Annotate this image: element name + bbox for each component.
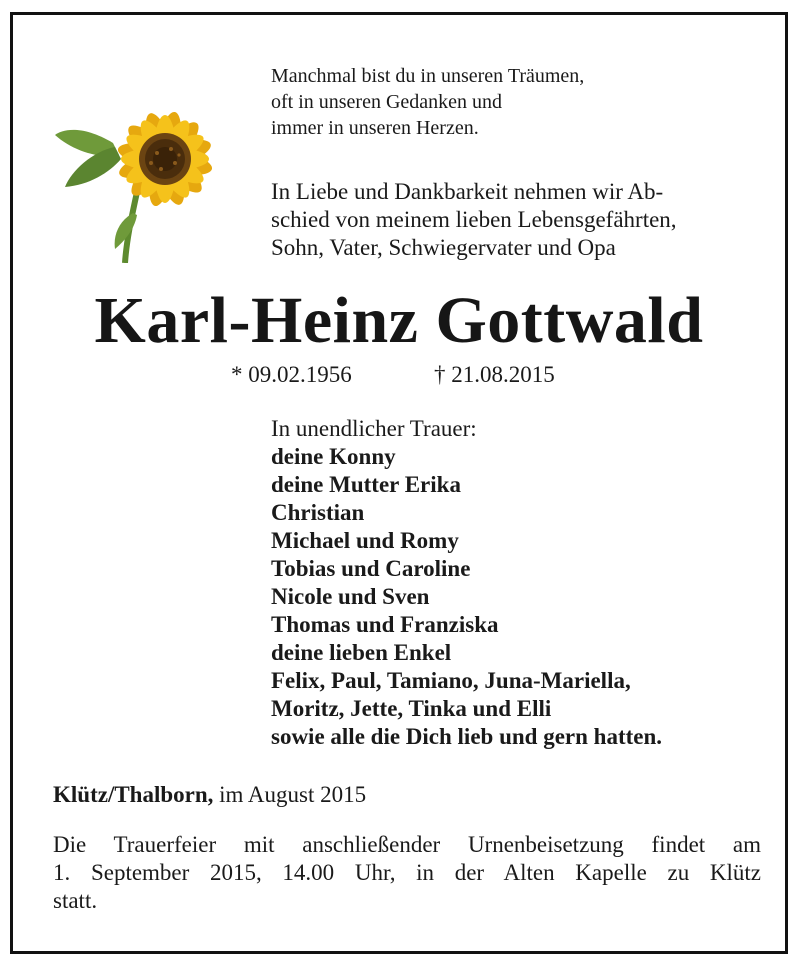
mourner-line: deine lieben Enkel bbox=[271, 640, 452, 665]
quote-line: immer in unseren Herzen. bbox=[271, 117, 479, 139]
notice-date: im August 2015 bbox=[219, 782, 367, 807]
birth-date: * 09.02.1956 bbox=[231, 362, 352, 387]
mourner-line: deine Mutter Erika bbox=[271, 472, 461, 497]
place-and-date bbox=[53, 780, 366, 810]
place-location: Klütz/Thalborn, bbox=[53, 782, 214, 807]
death-date: † 21.08.2015 bbox=[434, 362, 555, 387]
quote-line: Manchmal bist du in unseren Träumen, bbox=[271, 65, 585, 87]
mourner-line: Christian bbox=[271, 500, 365, 525]
ceremony-line: 1. September 2015, 14.00 Uhr, in der Alten Kapelle zu Klütz bbox=[53, 860, 761, 885]
intro-line: In Liebe und Dankbarkeit nehmen wir Ab- bbox=[271, 179, 664, 204]
mourner-line: sowie alle die Dich lieb und gern hatten. bbox=[271, 724, 663, 749]
mourner-line: Nicole und Sven bbox=[271, 584, 430, 609]
life-dates bbox=[231, 360, 555, 390]
memorial-quote bbox=[271, 63, 584, 141]
mourners-section bbox=[271, 415, 662, 751]
mourning-heading: In unendlicher Trauer: bbox=[271, 416, 477, 441]
funeral-ceremony-info bbox=[53, 831, 761, 915]
sunflower-image bbox=[53, 63, 233, 263]
ceremony-line: statt. bbox=[53, 888, 98, 913]
mourner-line: deine Konny bbox=[271, 444, 396, 469]
intro-line: Sohn, Vater, Schwiegervater und Opa bbox=[271, 235, 616, 260]
mourner-line: Tobias und Caroline bbox=[271, 556, 471, 581]
ceremony-line: Die Trauerfeier mit anschließender Urnenbeisetzung findet am bbox=[53, 832, 761, 857]
mourner-line: Michael und Romy bbox=[271, 528, 459, 553]
quote-line: oft in unseren Gedanken und bbox=[271, 91, 503, 113]
mourner-line: Moritz, Jette, Tinka und Elli bbox=[271, 696, 552, 721]
mourner-line: Felix, Paul, Tamiano, Juna-Mariella, bbox=[271, 668, 631, 693]
intro-line: schied von meinem lieben Lebensgefährten, bbox=[271, 207, 677, 232]
farewell-intro bbox=[271, 178, 763, 262]
obituary-notice bbox=[10, 12, 788, 954]
mourner-line: Thomas und Franziska bbox=[271, 612, 499, 637]
deceased-name: Karl-Heinz Gottwald bbox=[94, 284, 704, 357]
